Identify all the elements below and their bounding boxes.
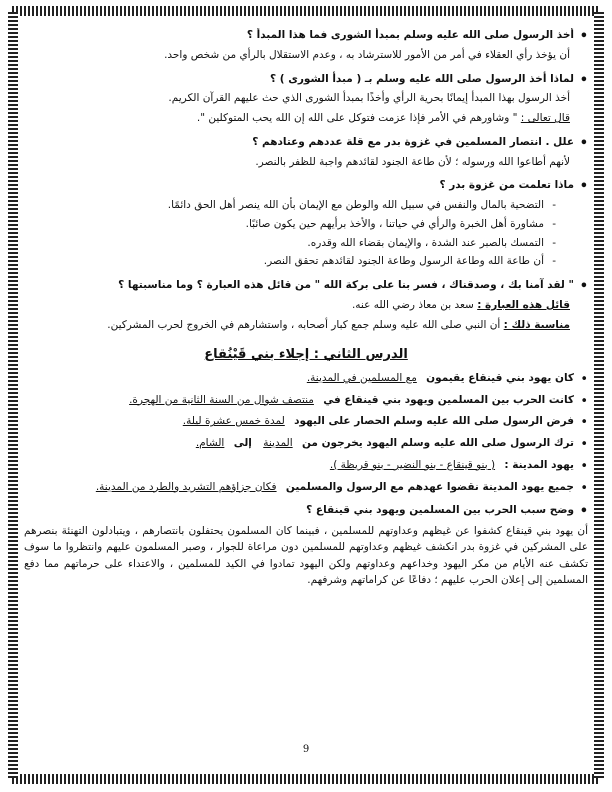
fact-row: • جميع يهود المدينة نقضوا عهدهم مع الرسول والمسلمين فكان جزاؤهم التشريد والطرد من المدينة.	[24, 480, 588, 496]
badr-lessons-list	[24, 198, 574, 270]
list-item: - التمسك بالصبر عند الشدة ، والإيمان بقضاء الله وقدره.	[24, 236, 556, 252]
fact-row: • يهود المدينة : ( بنو قينقاع - بنو النضير - بنو قريظة ).	[24, 458, 588, 474]
answer-why-shura: أخذ الرسول بهذا المبدأ إيمانًا بحرية الرأي وأخذًا بمبدأ الشورى الذي حث عليهم القرآن الكريم.	[168, 92, 570, 105]
page-border-bottom	[12, 774, 600, 784]
page-border-left	[8, 12, 18, 778]
fact-row: • ترك الرسول صلى الله عليه وسلم اليهود يخرجون من المدينة إلى الشام.	[24, 436, 588, 452]
question-badr-lessons: • ماذا تعلمت من غزوة بدر ؟ - التضحية بالمال والنفس في سبيل الله والوطن مع الإيمان بأن الله ينصر أهل الحق دائمًا. - مشاورة أهل الخبرة والرأي في حياتنا ، والأخذ برأيهم حين يكون صائبًا. - التمسك بالصبر عند الشدة ، والإيمان بقضاء الله وقدره. - أن طاعة الله وطاعة الرسول وطاعة الجنود لقائدهم تحقق النصر.	[24, 178, 588, 270]
lesson-title: الدرس الثاني : إجلاء بني قَيْنُقاع	[204, 347, 408, 363]
page-border-top	[12, 6, 600, 16]
question-war-cause: • وضح سبب الحرب بين المسلمين ويهود بني قينقاع ؟	[24, 503, 588, 519]
list-item: - أن طاعة الله وطاعة الرسول وطاعة الجنود لقائدهم تحقق النصر.	[24, 254, 556, 270]
fact-row: • فرض الرسول صلى الله عليه وسلم الحصار على اليهود لمدة خمس عشرة ليلة.	[24, 414, 588, 430]
page-content	[24, 28, 588, 768]
speaker-label: قائل هذه العبارة :	[477, 298, 570, 311]
list-item: - مشاورة أهل الخبرة والرأي في حياتنا ، والأخذ برأيهم حين يكون صائبًا.	[24, 217, 556, 233]
quote-label: قال تعالى :	[520, 112, 570, 124]
page-border-right	[594, 12, 604, 778]
question-why-shura: • لماذا أخذ الرسول صلى الله عليه وسلم بـ ( مبدأ الشورى ) ؟ أخذ الرسول بهذا المبدأ إيمانًا بحرية الرأي وأخذًا بمبدأ الشورى الذي حث عليهم القرآن الكريم. قال تعالى : " وشاورهم في الأمر فإذا عزمت فتوكل على الله إن الله يحب المتوكلين ".	[24, 72, 588, 127]
quran-quote	[24, 111, 574, 127]
fact-row: • كانت الحرب بين المسلمين ويهود بني قينقاع في منتصف شوال من السنة الثانية من الهجرة.	[24, 393, 588, 409]
answer-shura-principle: أن يؤخذ رأي العقلاء في أمر من الأمور للاسترشاد به ، وعدم الاستقلال بالرأي من شخص واحد.	[164, 48, 570, 61]
list-item: - التضحية بالمال والنفس في سبيل الله والوطن مع الإيمان بأن الله ينصر أهل الحق دائمًا.	[24, 198, 556, 214]
question-quote-speaker: • " لقد آمنا بك ، وصدقناك ، فسر بنا على بركة الله " من قائل هذه العبارة ؟ وما مناسبتها ؟ قائل هذه العبارة : سعد بن معاذ رضي الله عنه. مناسبة ذلك : أن النبي صلى الله عليه وسلم جمع كبار أصحابه ، واستشارهم في الخروج لحرب المشركين.	[24, 278, 588, 333]
question-badr-victory: • علل . انتصار المسلمين في غزوة بدر مع قلة عددهم وعتادهم ؟ لأنهم أطاعوا الله ورسوله ؛ لأن طاعة الجنود لقائدهم واجبة للظفر بالنصر.	[24, 135, 588, 171]
answer-war-cause: أن يهود بني قينقاع كشفوا عن غيظهم وعداوتهم للمسلمين ، فبينما كان المسلمون يحتفلون بانتصارهم ، ويتبادلون التهنئة بنصرهم على المشركين في غزوة بدر انكشف غيظهم وعداوتهم للمسلمين دون مراعاة للجوار ، وصبر المسلمون عليهم وانتظروا ما سوف تكشف عنه الأيام من مكر اليهود وخداعهم وعداوتهم ولكن اليهود تمادوا في الكيد للمسلمين ، والاعتداء على حرماتهم مما دفع المسلمين إلى إعلان الحرب عليهم ؛ دفاعًا عن كراماتهم وشرفهم.	[24, 525, 588, 586]
quote-text: " وشاورهم في الأمر فإذا عزمت فتوكل على الله إن الله يحب المتوكلين ".	[196, 112, 518, 124]
occasion-label: مناسبة ذلك :	[503, 318, 570, 331]
occasion-value: أن النبي صلى الله عليه وسلم جمع كبار أصحابه ، واستشارهم في الخروج لحرب المشركين.	[107, 318, 501, 331]
fact-row: • كان يهود بني قينقاع يقيمون مع المسلمين في المدينة.	[24, 371, 588, 387]
question-shura-principle: • أخذ الرسول صلى الله عليه وسلم بمبدأ الشورى فما هذا المبدأ ؟ أن يؤخذ رأي العقلاء في أمر من الأمور للاسترشاد به ، وعدم الاستقلال بالرأي من شخص واحد.	[24, 28, 588, 64]
answer-speaker	[24, 298, 574, 314]
answer-badr-victory: لأنهم أطاعوا الله ورسوله ؛ لأن طاعة الجنود لقائدهم واجبة للظفر بالنصر.	[255, 155, 570, 168]
page-number: 9	[302, 744, 310, 755]
answer-occasion	[24, 318, 574, 334]
speaker-value: سعد بن معاذ رضي الله عنه.	[351, 298, 474, 311]
